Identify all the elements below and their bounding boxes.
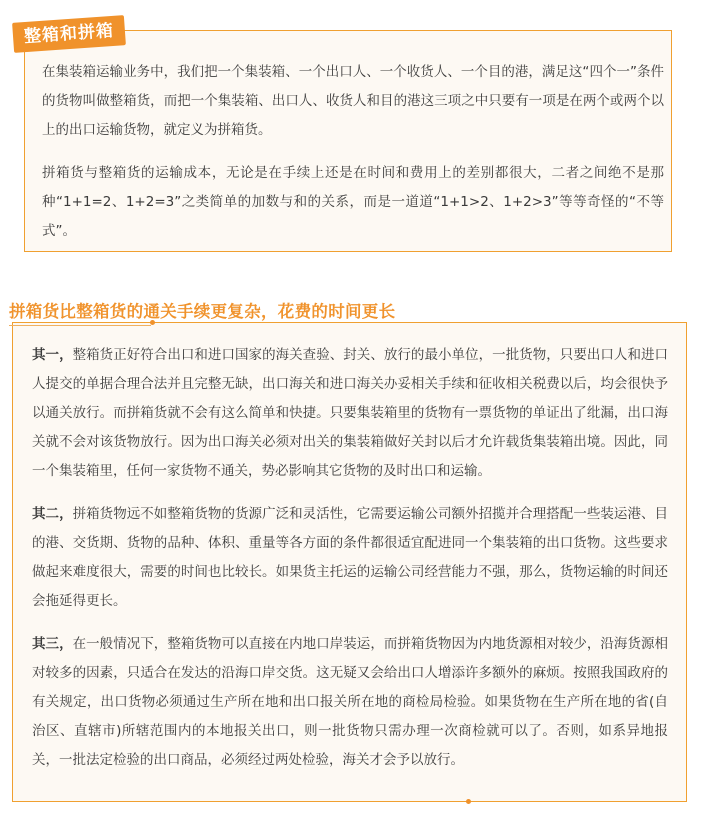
detail-paragraph: [32, 500, 668, 616]
intro-paragraph: 在集装箱运输业务中，我们把一个集装箱、一个出口人、一个收货人、一个目的港，满足这“四个一”条件的货物叫做整箱货，而把一个集装箱、出口人、收货人和目的港这三项之中只要有一项是在两个或两个以上的出口运输货物，就定义为拼箱货。: [42, 64, 664, 138]
intro-paragraph: 拼箱货与整箱货的运输成本，无论是在手续上还是在时间和费用上的差别都很大，二者之间绝不是那种“1+1=2、1+2=3”之类简单的加数与和的关系，而是一道道“1+1>2、1+2>3”等等奇怪的“不等式”。: [42, 165, 664, 239]
paragraph-body: 拼箱货物远不如整箱货物的货源广泛和灵活性，它需要运输公司额外招揽并合理搭配一些装运港、目的港、交货期、货物的品种、体积、重量等各方面的条件都很适宜配进同一个集装箱的出口货物。这些要求做起来难度很大，需要的时间也比较长。如果货主托运的运输公司经营能力不强，那么，货物运输的时间还会拖延得更长。: [32, 506, 669, 609]
section-title: 拼箱货比整箱货的通关手续更复杂，花费的时间更长: [9, 302, 396, 321]
paragraph-body: 整箱货正好符合出口和进口国家的海关查验、封关、放行的最小单位，一批货物，只要出口人和进口人提交的单据合理合法并且完整无缺，出口海关和进口海关办妥相关手续和征收相关税费以后，均会很快予以通关放行。而拼箱货就不会有这么简单和快捷。只要集装箱里的货物有一票货物的单证出了纰漏，出口海关就不会对该货物放行。因为出口海关必须对出关的集装箱做好关封以后才允许载货集装箱出境。因此，同一个集装箱里，任何一家货物不通关，势必影响其它货物的及时出口和运输。: [32, 347, 669, 479]
detail-text: [32, 341, 668, 789]
detail-paragraph: [32, 630, 668, 775]
section-tag: 整箱和拼箱: [12, 15, 126, 53]
title-underline: [9, 325, 151, 326]
corner-dot: [466, 799, 471, 804]
paragraph-lead: 其三，: [32, 636, 73, 652]
paragraph-lead: 其二，: [32, 506, 73, 522]
detail-paragraph: [32, 341, 668, 486]
paragraph-lead: 其一，: [32, 347, 73, 363]
intro-text: [42, 58, 664, 260]
paragraph-body: 在一般情况下，整箱货物可以直接在内地口岸装运，而拼箱货物因为内地货源相对较少，沿海货源相对较多的因素，只适合在发达的沿海口岸交货。这无疑又会给出口人增添许多额外的麻烦。按照我国政府的有关规定，出口货物必须通过生产所在地和出口报关所在地的商检局检验。如果货物在生产所在地的省(自治区、直辖市)所辖范围内的本地报关出口，则一批货物只需办理一次商检就可以了。否则，如系异地报关，一批法定检验的出口商品，必须经过两处检验，海关才会予以放行。: [32, 636, 669, 768]
